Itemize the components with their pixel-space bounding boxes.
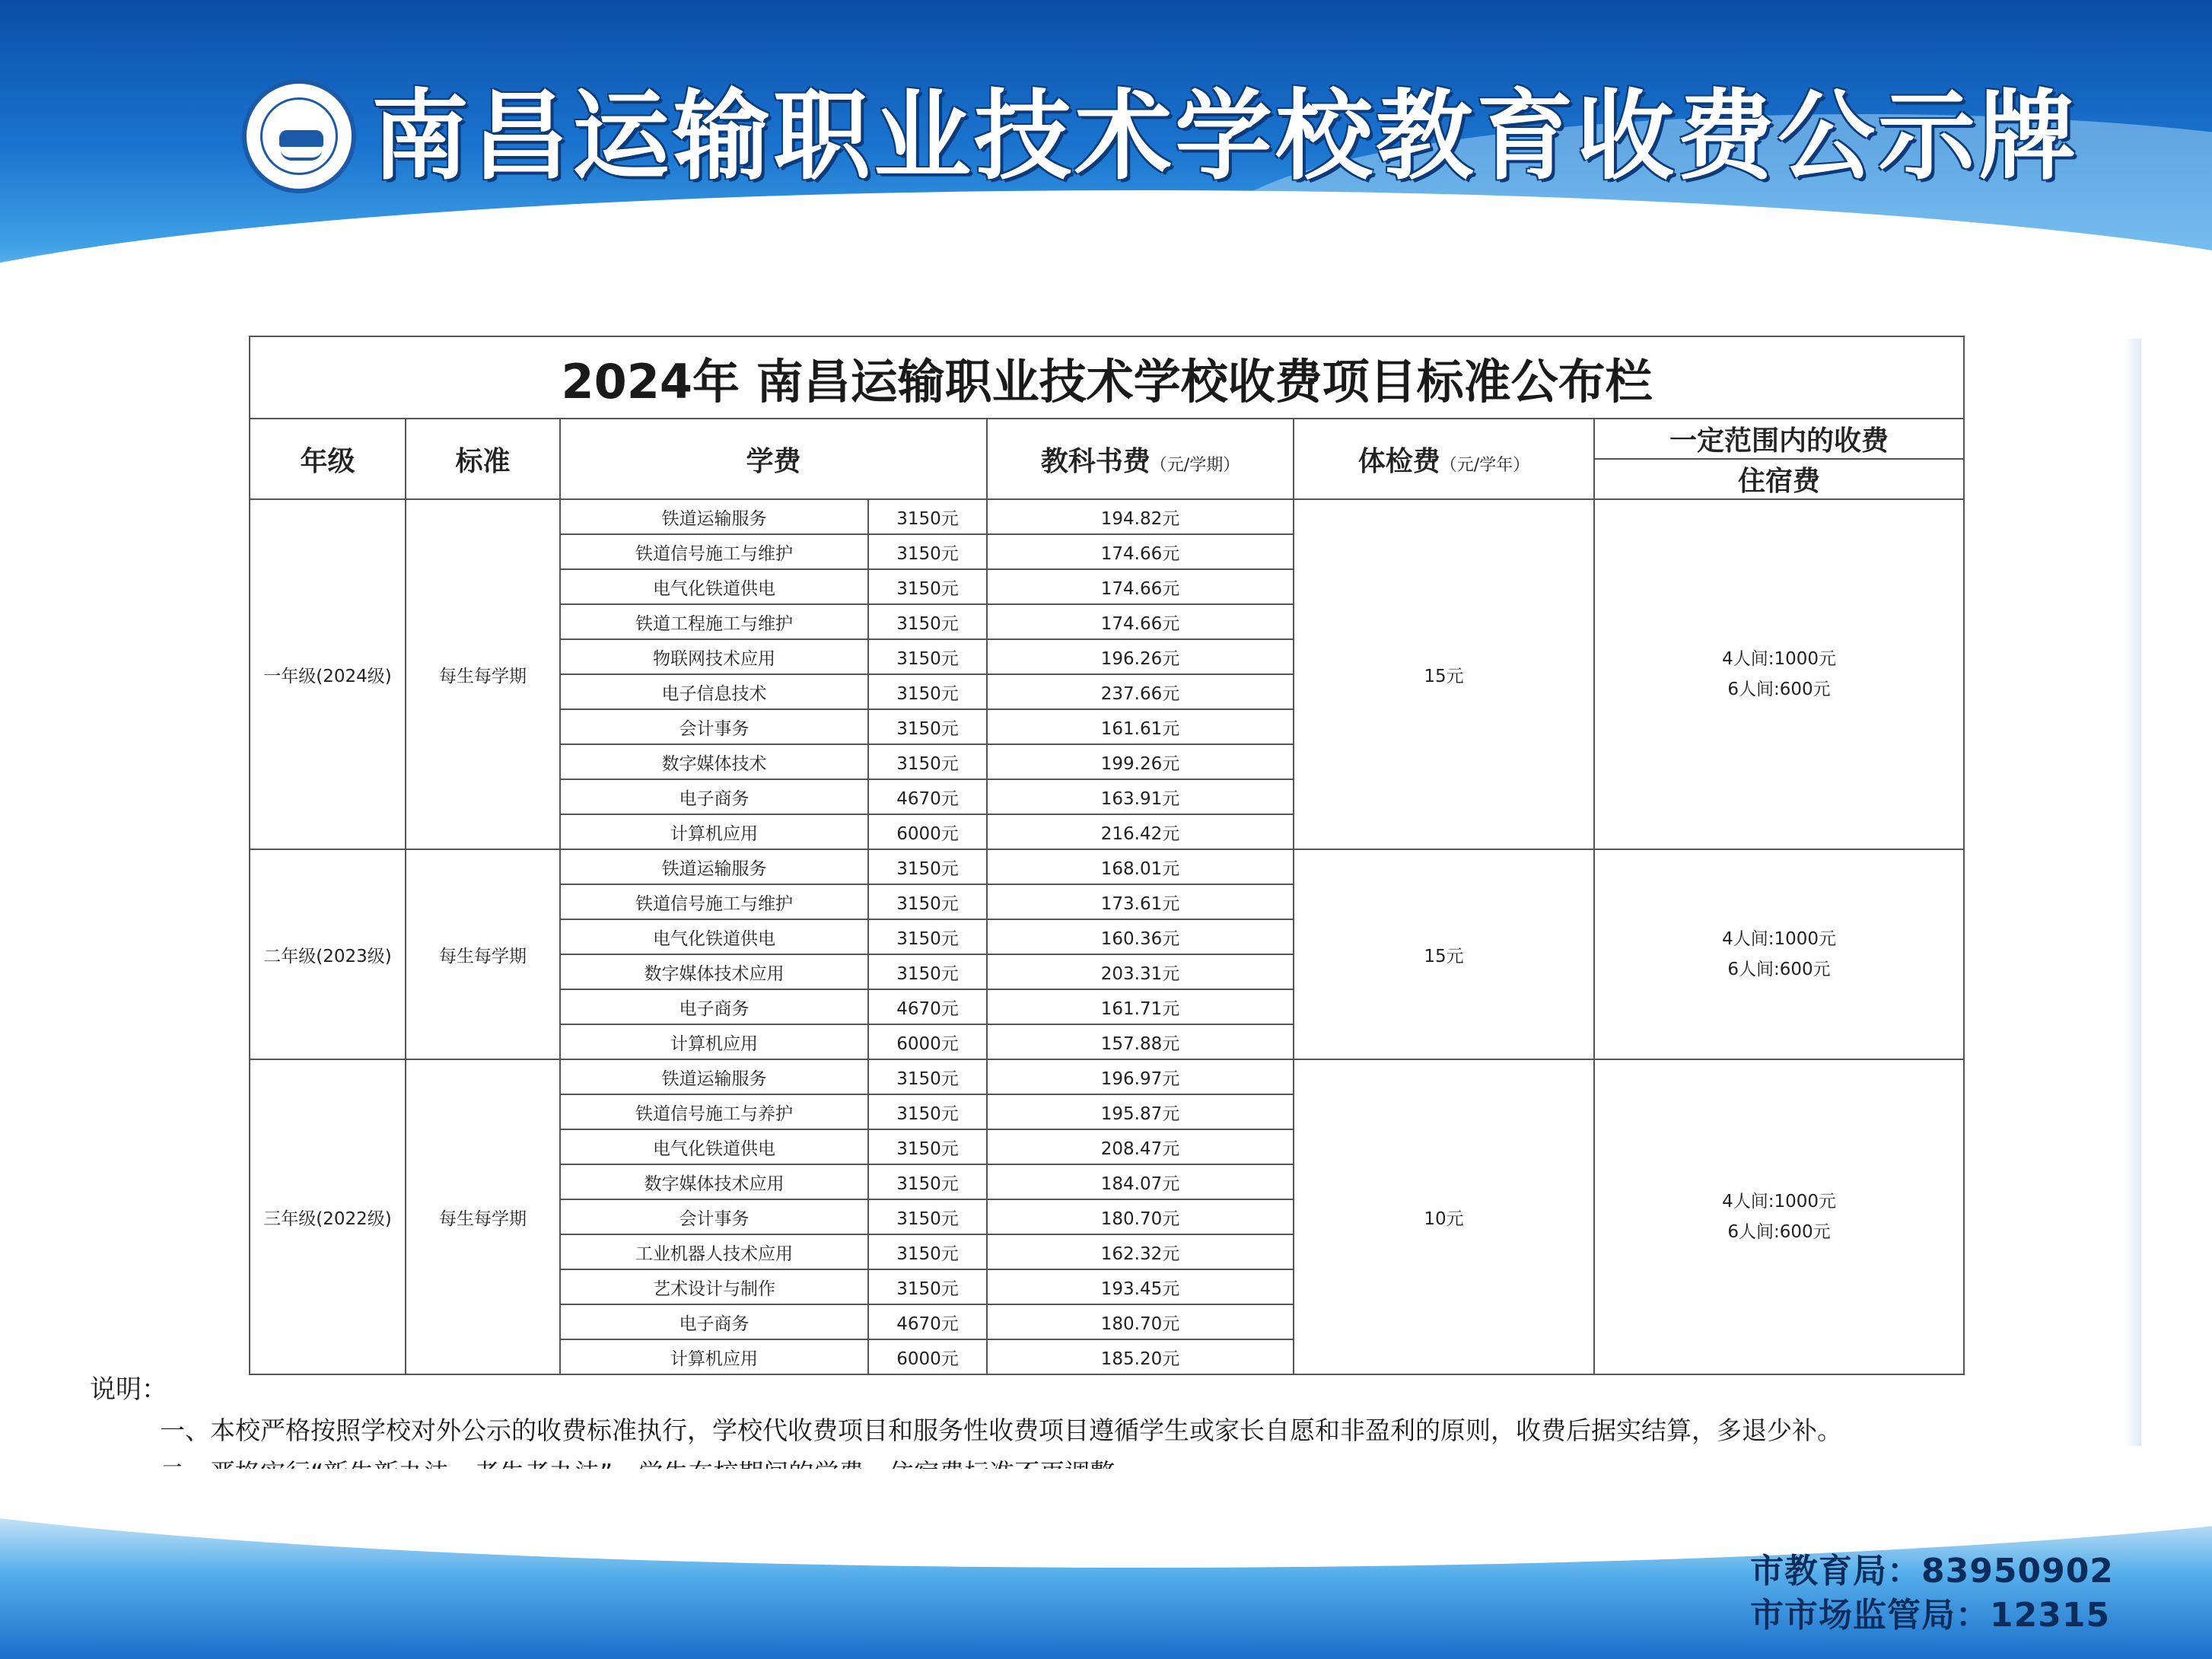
header-books-unit: （元/学期） [1150, 455, 1240, 475]
dorm-line: 6人间:600元 [1727, 680, 1831, 699]
books-cell: 174.66元 [987, 569, 1294, 604]
books-cell: 174.66元 [987, 604, 1294, 639]
books-cell: 199.26元 [987, 744, 1294, 779]
books-cell: 157.88元 [987, 1024, 1294, 1059]
tuition-cell: 3150元 [868, 919, 987, 954]
dorm-line: 4人间:1000元 [1722, 1192, 1836, 1212]
note-item: 一、本校严格按照学校对外公示的收费标准执行，学校代收费项目和服务性收费项目遵循学生或家长自愿和非盈利的原则，收费后据实结算，多退少补。 [160, 1415, 1842, 1445]
major-cell: 铁道运输服务 [560, 1059, 868, 1094]
dorm-line: 6人间:600元 [1727, 960, 1831, 979]
header-exam [1294, 419, 1594, 499]
books-cell: 180.70元 [987, 1199, 1294, 1234]
exam-cell: 15元 [1294, 849, 1594, 1059]
major-cell: 电子商务 [560, 989, 868, 1024]
tuition-cell: 3150元 [868, 499, 987, 534]
tuition-cell: 3150元 [868, 1059, 987, 1094]
tuition-cell: 3150元 [868, 604, 987, 639]
contact-market-bureau: 市市场监管局：12315 [1750, 1596, 2111, 1635]
books-cell: 196.97元 [987, 1059, 1294, 1094]
book-icon [281, 150, 322, 161]
train-icon [279, 130, 323, 147]
tuition-cell: 3150元 [868, 709, 987, 744]
major-cell: 数字媒体技术应用 [560, 1164, 868, 1199]
tuition-cell: 3150元 [868, 954, 987, 989]
header-exam-unit: （元/学年） [1440, 455, 1530, 475]
books-cell: 193.45元 [987, 1269, 1294, 1304]
books-cell: 237.66元 [987, 674, 1294, 709]
tuition-cell: 3150元 [868, 534, 987, 569]
contact-edu-bureau: 市教育局：83950902 [1750, 1552, 2114, 1591]
major-cell: 电子商务 [560, 779, 868, 814]
books-cell: 196.26元 [987, 639, 1294, 674]
books-cell: 180.70元 [987, 1304, 1294, 1339]
major-cell: 电气化铁道供电 [560, 1129, 868, 1164]
tuition-cell: 6000元 [868, 814, 987, 849]
books-cell: 161.61元 [987, 709, 1294, 744]
tuition-cell: 6000元 [868, 1339, 987, 1374]
table-row [250, 499, 1964, 534]
major-cell: 艺术设计与制作 [560, 1269, 868, 1304]
tuition-cell: 3150元 [868, 569, 987, 604]
header-books [987, 419, 1294, 499]
dorm-cell [1594, 499, 1964, 849]
books-cell: 174.66元 [987, 534, 1294, 569]
books-cell: 162.32元 [987, 1234, 1294, 1269]
tuition-cell: 4670元 [868, 1304, 987, 1339]
books-cell: 203.31元 [987, 954, 1294, 989]
books-cell: 195.87元 [987, 1094, 1294, 1129]
major-cell: 物联网技术应用 [560, 639, 868, 674]
page-title: 南昌运输职业技术学校教育收费公示牌 [371, 80, 2080, 193]
books-cell: 184.07元 [987, 1164, 1294, 1199]
books-cell: 194.82元 [987, 499, 1294, 534]
table-row [250, 849, 1964, 884]
major-cell: 铁道信号施工与养护 [560, 1094, 868, 1129]
school-logo-icon [242, 79, 356, 193]
dorm-line: 4人间:1000元 [1722, 929, 1836, 949]
header-dorm: 住宿费 [1594, 459, 1964, 499]
exam-cell: 15元 [1294, 499, 1594, 849]
notes-heading: 说明： [90, 1374, 167, 1405]
major-cell: 计算机应用 [560, 1339, 868, 1374]
major-cell: 数字媒体技术应用 [560, 954, 868, 989]
books-cell: 216.42元 [987, 814, 1294, 849]
books-cell: 160.36元 [987, 919, 1294, 954]
tuition-cell: 3150元 [868, 639, 987, 674]
side-decoration [2124, 339, 2141, 1446]
header-banner [0, 0, 2212, 327]
books-cell: 161.71元 [987, 989, 1294, 1024]
major-cell: 铁道工程施工与维护 [560, 604, 868, 639]
header-books-label: 教科书费 [1040, 445, 1151, 477]
major-cell: 电子信息技术 [560, 674, 868, 709]
tuition-cell: 4670元 [868, 779, 987, 814]
tuition-cell: 3150元 [868, 1129, 987, 1164]
tuition-cell: 3150元 [868, 1199, 987, 1234]
dorm-line: 4人间:1000元 [1722, 649, 1836, 669]
major-cell: 会计事务 [560, 709, 868, 744]
tuition-cell: 3150元 [868, 1269, 987, 1304]
major-cell: 工业机器人技术应用 [560, 1234, 868, 1269]
tuition-cell: 3150元 [868, 674, 987, 709]
standard-cell: 每生每学期 [406, 1059, 560, 1374]
major-cell: 电气化铁道供电 [560, 919, 868, 954]
books-cell: 208.47元 [987, 1129, 1294, 1164]
grade-cell: 三年级(2022级) [250, 1059, 406, 1374]
exam-cell: 10元 [1294, 1059, 1594, 1374]
header-grade: 年级 [250, 419, 406, 499]
tuition-cell: 3150元 [868, 884, 987, 919]
major-cell: 计算机应用 [560, 1024, 868, 1059]
grade-cell: 一年级(2024级) [250, 499, 406, 849]
standard-cell: 每生每学期 [406, 499, 560, 849]
major-cell: 数字媒体技术 [560, 744, 868, 779]
books-cell: 163.91元 [987, 779, 1294, 814]
header-standard: 标准 [406, 419, 560, 499]
standard-cell: 每生每学期 [406, 849, 560, 1059]
header-exam-label: 体检费 [1357, 445, 1440, 477]
books-cell: 168.01元 [987, 849, 1294, 884]
logo-ring [260, 97, 338, 175]
grade-cell: 二年级(2023级) [250, 849, 406, 1059]
dorm-cell [1594, 1059, 1964, 1374]
major-cell: 铁道运输服务 [560, 499, 868, 534]
fee-table-body [250, 499, 1964, 1374]
major-cell: 电气化铁道供电 [560, 569, 868, 604]
major-cell: 电子商务 [560, 1304, 868, 1339]
header-range-fees: 一定范围内的收费 [1594, 419, 1964, 459]
major-cell: 铁道信号施工与维护 [560, 884, 868, 919]
tuition-cell: 3150元 [868, 1094, 987, 1129]
major-cell: 计算机应用 [560, 814, 868, 849]
books-cell: 185.20元 [987, 1339, 1294, 1374]
dorm-line: 6人间:600元 [1727, 1222, 1831, 1242]
tuition-cell: 3150元 [868, 849, 987, 884]
tuition-cell: 3150元 [868, 1164, 987, 1199]
tuition-cell: 3150元 [868, 744, 987, 779]
table-title: 2024年 南昌运输职业技术学校收费项目标准公布栏 [250, 336, 1964, 419]
major-cell: 铁道信号施工与维护 [560, 534, 868, 569]
tuition-cell: 4670元 [868, 989, 987, 1024]
footer-banner [0, 1469, 2212, 1659]
dorm-cell [1594, 849, 1964, 1059]
fee-table [249, 336, 1965, 1375]
major-cell: 会计事务 [560, 1199, 868, 1234]
tuition-cell: 6000元 [868, 1024, 987, 1059]
header-tuition: 学费 [560, 419, 987, 499]
major-cell: 铁道运输服务 [560, 849, 868, 884]
books-cell: 173.61元 [987, 884, 1294, 919]
table-row [250, 1059, 1964, 1094]
tuition-cell: 3150元 [868, 1234, 987, 1269]
